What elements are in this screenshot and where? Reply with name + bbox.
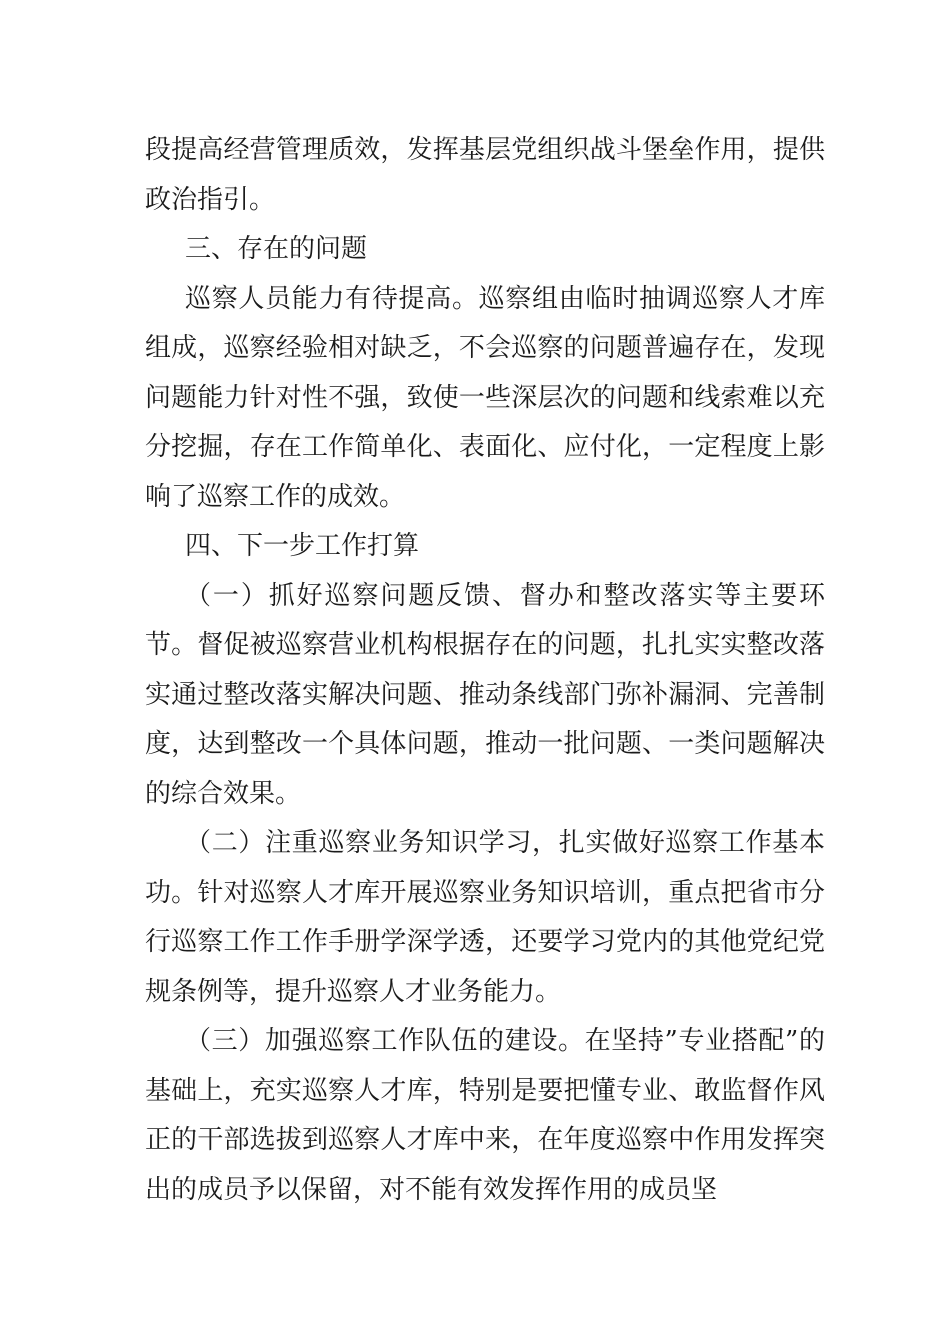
body-paragraph-problems: 巡察人员能力有待提高。巡察组由临时抽调巡察人才库组成，巡察经验相对缺乏，不会巡察的问题普遍存在，发现问题能力针对性不强，致使一些深层次的问题和线索难以充分挖掘，存在工作简单化、表面化、应付化，一定程度上影响了巡察工作的成效。 <box>145 283 825 512</box>
continuation-paragraph: 段提高经营管理质效，发挥基层党组织战斗堡垒作用，提供政治指引。 <box>145 135 825 215</box>
body-paragraph-step-1: （一）抓好巡察问题反馈、督办和整改落实等主要环节。督促被巡察营业机构根据存在的问题，扎扎实实整改落实通过整改落实解决问题、推动条线部门弥补漏洞、完善制度，达到整改一个具体问题，推动一批问题、一类问题解决的综合效果。 <box>145 580 825 809</box>
body-paragraph-step-3: （三）加强巡察工作队伍的建设。在坚持”专业搭配”的基础上，充实巡察人才库，特别是要把懂专业、敢监督作风正的干部选拔到巡察人才库中来，在年度巡察中作用发挥突出的成员予以保留，对不能有效发挥作用的成员坚 <box>145 1026 825 1205</box>
section-heading-problems: 三、存在的问题 <box>185 234 368 264</box>
body-paragraph-step-2: （二）注重巡察业务知识学习，扎实做好巡察工作基本功。针对巡察人才库开展巡察业务知识培训，重点把省市分行巡察工作工作手册学深学透，还要学习党内的其他党纪党规条例等，提升巡察人才业务能力。 <box>145 828 825 1007</box>
section-heading-next-steps: 四、下一步工作打算 <box>185 531 420 561</box>
document-body <box>145 126 825 1215</box>
